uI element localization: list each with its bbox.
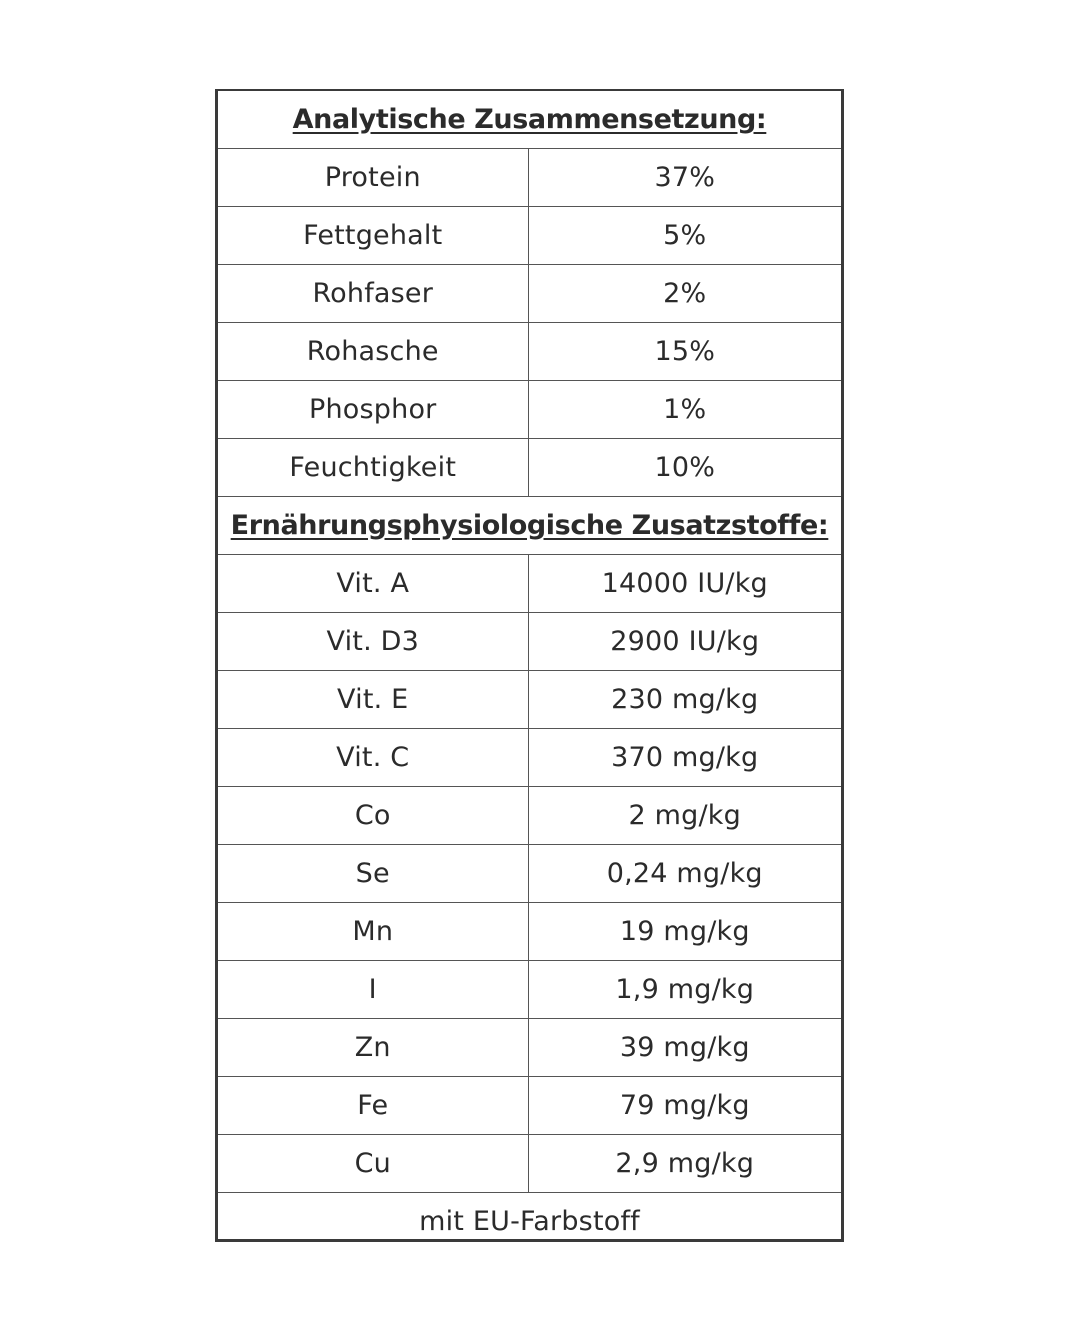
additive-name: Vit. C: [218, 729, 528, 787]
table-row: [218, 207, 841, 265]
additives-heading: Ernährungsphysiologische Zusatzstoffe:: [218, 497, 841, 555]
nutrient-name: Protein: [218, 149, 528, 207]
additive-name: Fe: [218, 1077, 528, 1135]
nutrient-value: 37%: [528, 149, 841, 207]
nutrient-name: Rohasche: [218, 323, 528, 381]
table-row: [218, 323, 841, 381]
footer-row: [218, 1193, 841, 1251]
section-header-row: [218, 91, 841, 149]
nutrient-name: Rohfaser: [218, 265, 528, 323]
table-row: [218, 439, 841, 497]
table-row: [218, 149, 841, 207]
table-row: [218, 1077, 841, 1135]
table-row: [218, 903, 841, 961]
nutrient-value: 1%: [528, 381, 841, 439]
nutrient-name: Fettgehalt: [218, 207, 528, 265]
nutrient-name: Feuchtigkeit: [218, 439, 528, 497]
additive-value: 0,24 mg/kg: [528, 845, 841, 903]
table-row: [218, 961, 841, 1019]
table-row: [218, 1135, 841, 1193]
nutrient-value: 10%: [528, 439, 841, 497]
table-row: [218, 845, 841, 903]
table-row: [218, 729, 841, 787]
additive-name: Zn: [218, 1019, 528, 1077]
additive-name: Vit. E: [218, 671, 528, 729]
additive-value: 2 mg/kg: [528, 787, 841, 845]
additive-name: Cu: [218, 1135, 528, 1193]
additive-value: 19 mg/kg: [528, 903, 841, 961]
table-row: [218, 613, 841, 671]
additive-value: 2,9 mg/kg: [528, 1135, 841, 1193]
additive-value: 14000 IU/kg: [528, 555, 841, 613]
composition-table: [218, 91, 841, 1250]
composition-table-container: [215, 89, 844, 1242]
colorant-note: mit EU-Farbstoff: [218, 1193, 841, 1251]
nutrient-value: 2%: [528, 265, 841, 323]
nutrient-value: 5%: [528, 207, 841, 265]
analytic-heading: Analytische Zusammensetzung:: [218, 91, 841, 149]
table-row: [218, 671, 841, 729]
section-header-row: [218, 497, 841, 555]
additive-name: Se: [218, 845, 528, 903]
table-row: [218, 381, 841, 439]
additive-value: 39 mg/kg: [528, 1019, 841, 1077]
additive-value: 230 mg/kg: [528, 671, 841, 729]
table-row: [218, 1019, 841, 1077]
additive-name: Vit. A: [218, 555, 528, 613]
additive-value: 79 mg/kg: [528, 1077, 841, 1135]
nutrient-value: 15%: [528, 323, 841, 381]
additive-value: 2900 IU/kg: [528, 613, 841, 671]
additive-name: Vit. D3: [218, 613, 528, 671]
additive-name: Mn: [218, 903, 528, 961]
additive-name: I: [218, 961, 528, 1019]
table-row: [218, 555, 841, 613]
additive-name: Co: [218, 787, 528, 845]
additive-value: 370 mg/kg: [528, 729, 841, 787]
nutrient-name: Phosphor: [218, 381, 528, 439]
table-row: [218, 787, 841, 845]
additive-value: 1,9 mg/kg: [528, 961, 841, 1019]
table-row: [218, 265, 841, 323]
